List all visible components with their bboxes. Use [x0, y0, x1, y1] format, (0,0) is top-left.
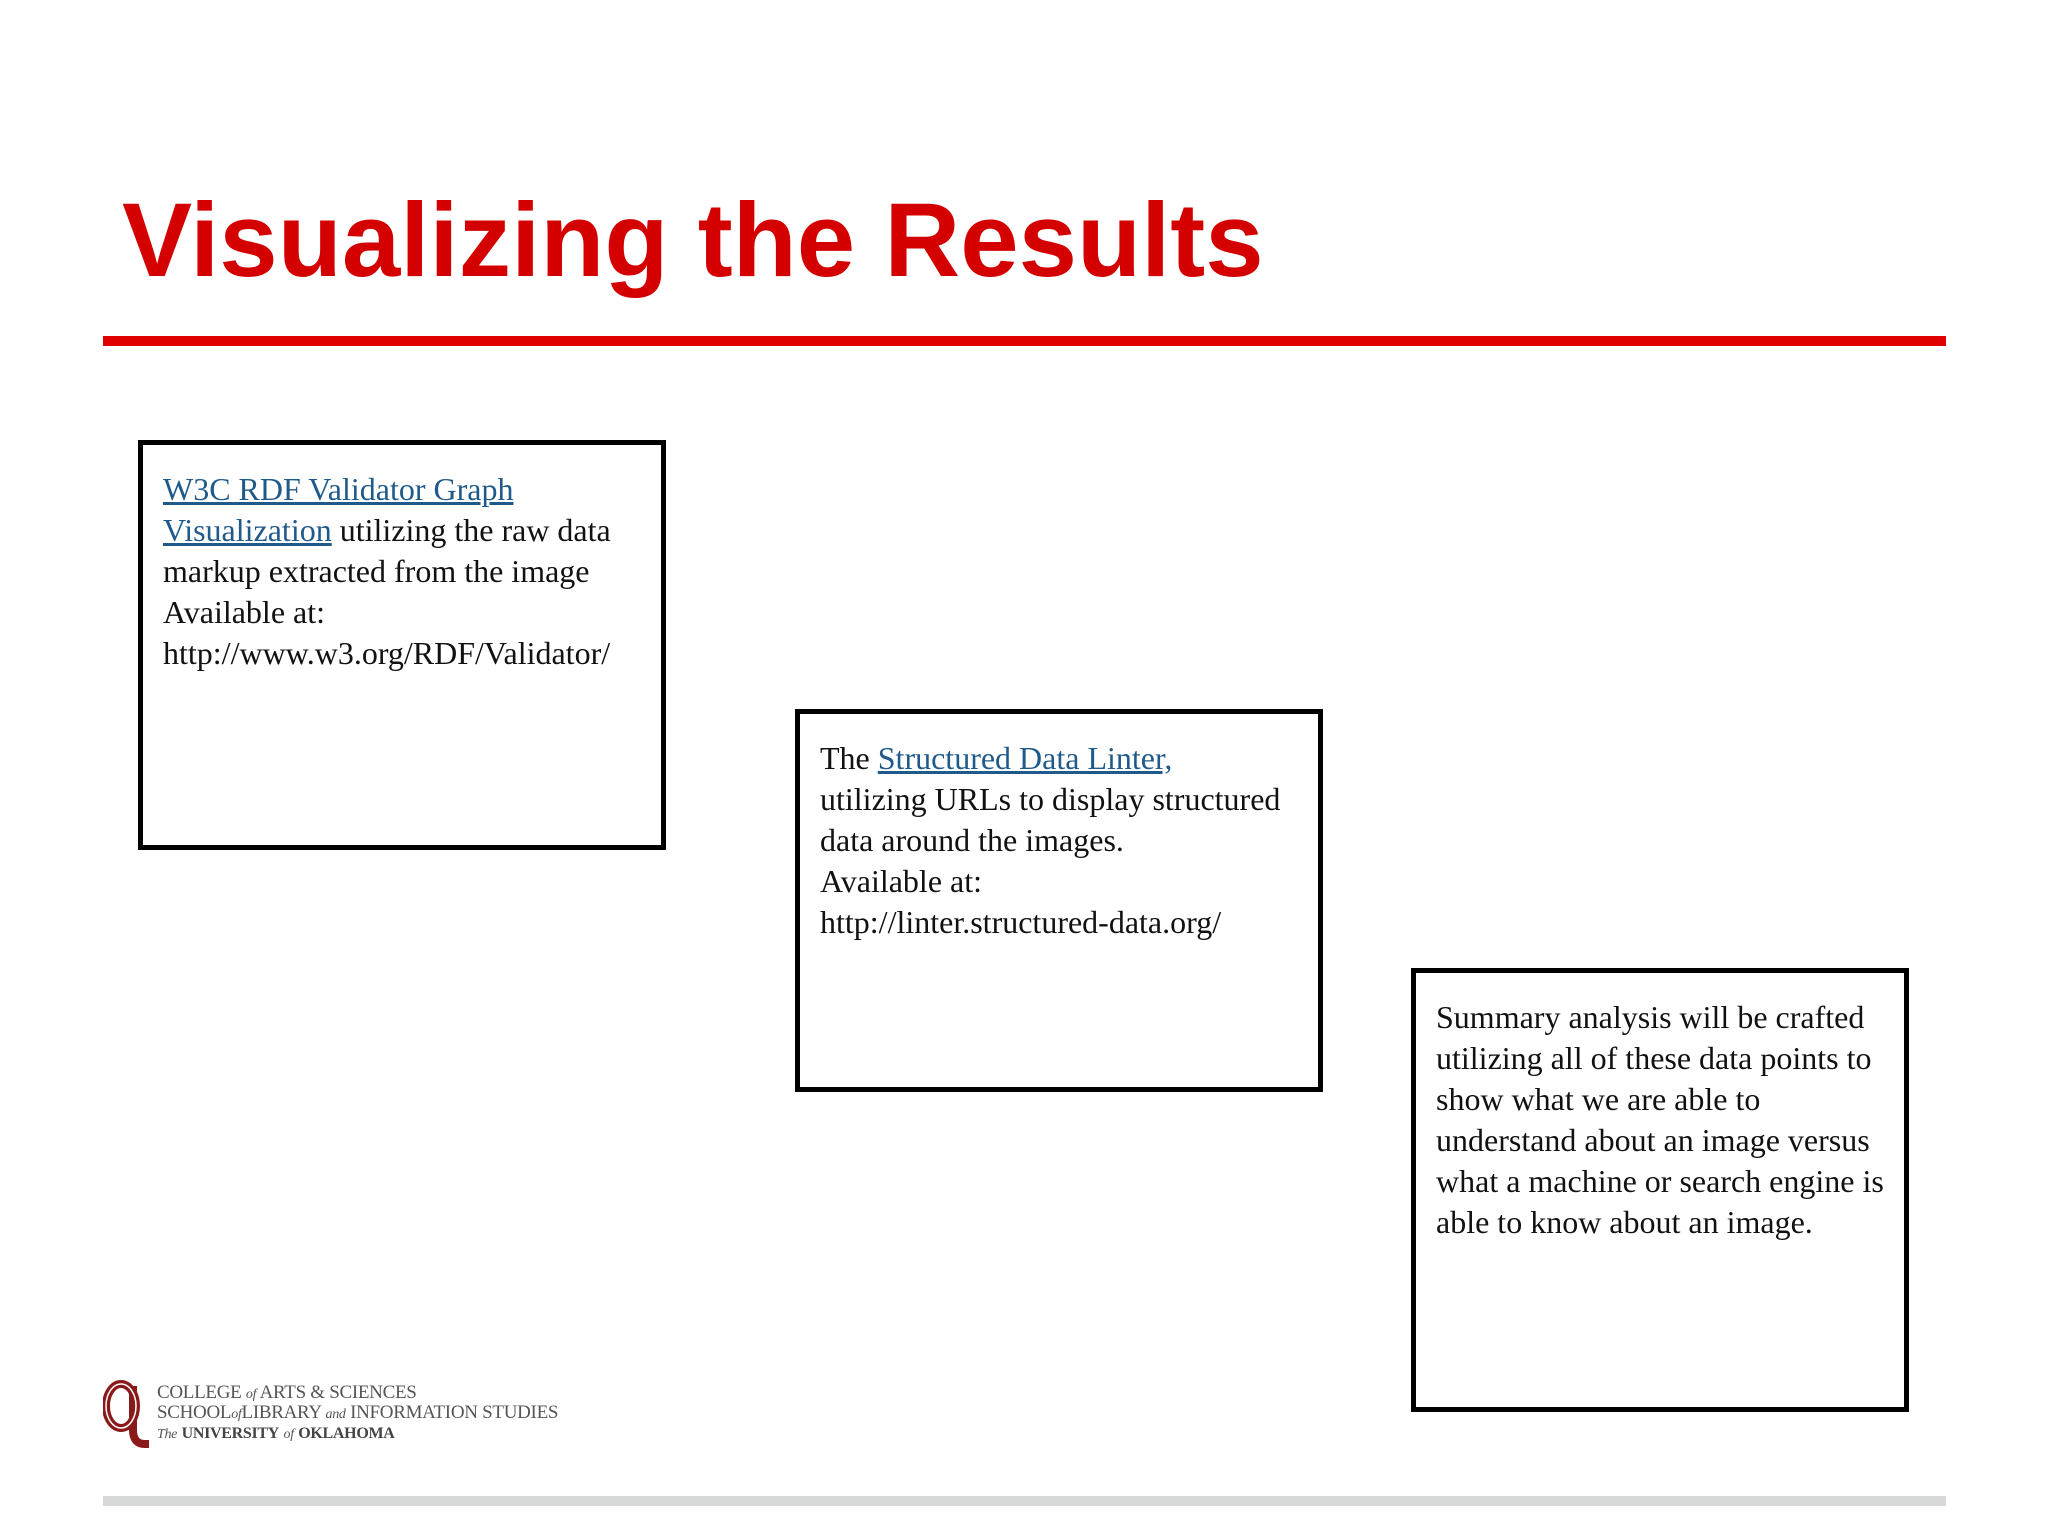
structured-data-linter-link[interactable]: Structured Data Linter,: [877, 740, 1173, 776]
logo-school: SCHOOL: [157, 1402, 232, 1423]
rdf-validator-link[interactable]: W3C RDF Validator Graph Visualization: [163, 471, 514, 548]
logo-university-of: of: [283, 1427, 294, 1442]
logo-arts-sciences: ARTS & SCIENCES: [259, 1382, 417, 1403]
university-logo: [103, 1378, 558, 1450]
logo-university: UNIVERSITY: [181, 1425, 280, 1442]
logo-school-of: of: [231, 1407, 242, 1422]
text-box-rdf-validator: [138, 440, 666, 850]
slide-title: Visualizing the Results: [122, 182, 1264, 299]
logo-the: The: [157, 1427, 178, 1442]
logo-oklahoma: OKLAHOMA: [298, 1425, 395, 1442]
text-box-summary-analysis: [1411, 968, 1909, 1412]
title-divider: [103, 336, 1946, 346]
text-box-structured-data-linter: [795, 709, 1323, 1092]
rdf-validator-available-label: Available at:: [163, 594, 325, 630]
logo-college-of: of: [245, 1387, 257, 1402]
linter-intro: The: [820, 740, 870, 776]
footer-divider: [103, 1496, 1946, 1506]
linter-available-label: Available at:: [820, 863, 982, 899]
ou-logo-icon: [103, 1378, 153, 1450]
logo-college: COLLEGE: [157, 1382, 242, 1403]
rdf-validator-url: http://www.w3.org/RDF/Validator/: [163, 635, 611, 671]
linter-url: http://linter.structured-data.org/: [820, 904, 1222, 940]
logo-information-studies: INFORMATION STUDIES: [350, 1402, 559, 1423]
summary-analysis-text: Summary analysis will be crafted utilizing all of these data points to show what we are able to understand about an image versus what a machine or search engine is able to know about an image.: [1436, 999, 1884, 1240]
logo-and: and: [325, 1407, 346, 1422]
logo-library: LIBRARY: [241, 1402, 322, 1423]
linter-description: utilizing URLs to display structured data around the images.: [820, 781, 1281, 858]
rdf-validator-description: utilizing the raw data markup extracted from the image: [163, 512, 611, 589]
